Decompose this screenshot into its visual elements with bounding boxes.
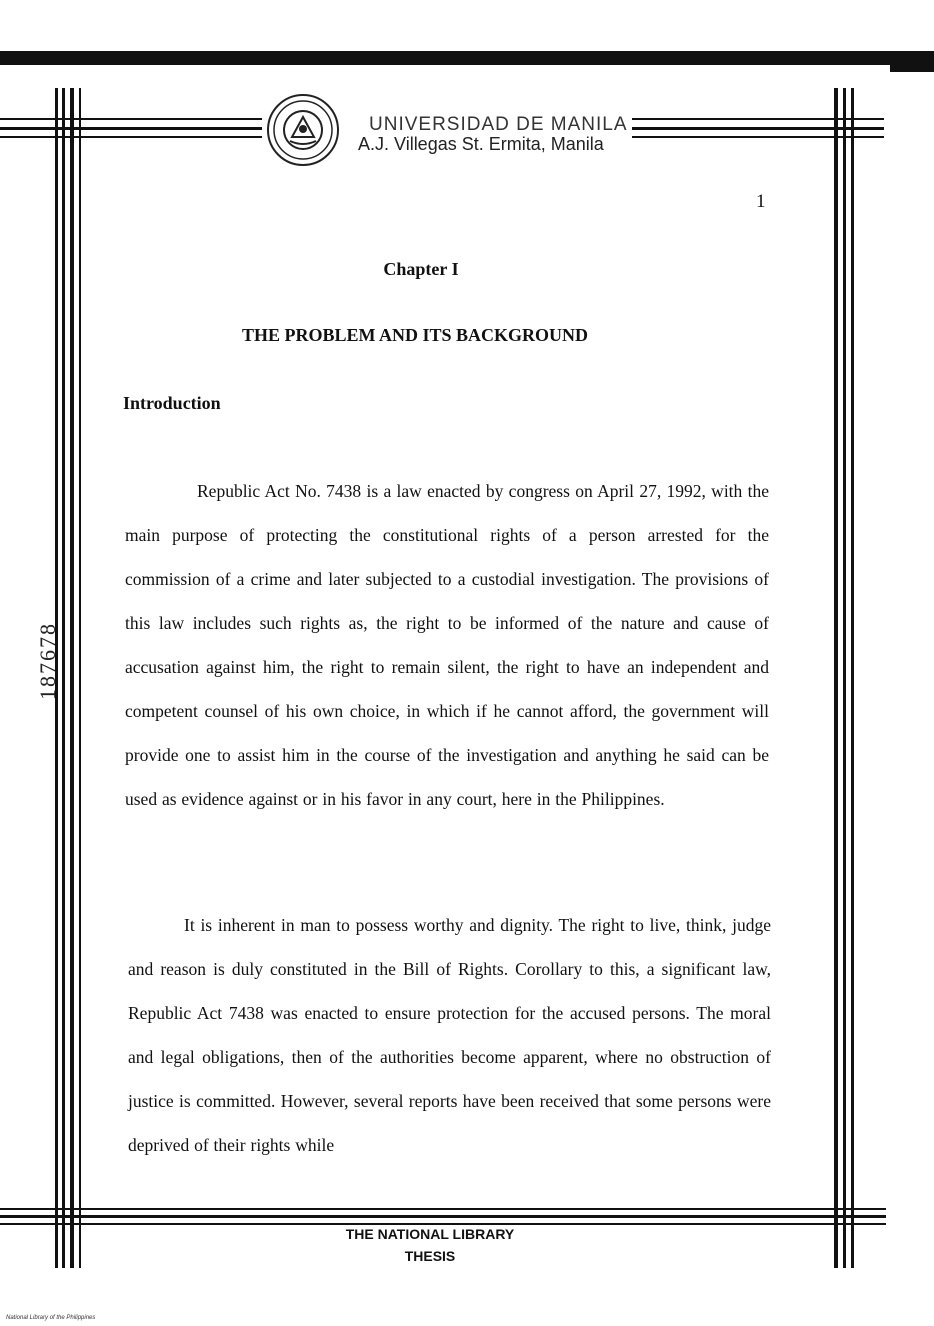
border-top-line: [0, 136, 262, 138]
border-right-line: [851, 88, 854, 1268]
border-bottom-line: [0, 1208, 886, 1210]
chapter-heading: Chapter I: [383, 259, 459, 279]
university-address: A.J. Villegas St. Ermita, Manila: [358, 134, 604, 154]
border-bottom-line: [0, 1215, 886, 1218]
border-top-line: [0, 127, 262, 130]
chapter-title: THE PROBLEM AND ITS BACKGROUND: [241, 325, 589, 345]
body-paragraph: [125, 469, 769, 821]
border-top-line: [0, 118, 262, 120]
body-paragraph: [128, 903, 771, 1167]
border-right-line: [843, 88, 846, 1268]
paragraph-text: Republic Act No. 7438 is a law enacted by congress on April 27, 1992, with the main purpose of protecting the constitutional rights of a person arrested for the commission of a crime and later subjected to a custodial investigation. The provisions of this law includes such rights as, the right to be informed of the nature and cause of accusation against him, the right to remain silent, the right to have an independent and competent counsel of his own choice, in which if he cannot afford, the government will provide one to assist him in the course of the investigation and anything he said can be used as evidence against or in his favor in any court, here in the Philippines.: [125, 481, 769, 809]
section-heading: Introduction: [123, 393, 221, 413]
border-top-line: [632, 136, 884, 138]
university-seal-icon: [266, 93, 340, 167]
university-name: UNIVERSIDAD DE MANILA: [369, 114, 628, 135]
paragraph-text: It is inherent in man to possess worthy and dignity. The right to live, think, judge and reason is duly constituted in the Bill of Rights. Corollary to this, a significant law, Republic Act 7438 was enacted to ensure protection for the accused persons. The moral and legal obligations, then of the authorities become apparent, where no obstruction of justice is committed. However, several reports have been received that some persons were deprived of their rights while: [128, 915, 771, 1155]
border-top-line: [632, 118, 884, 120]
page-number: 1: [756, 191, 766, 212]
scan-source-note: National Library of the Philippines: [6, 1315, 96, 1321]
border-bottom-line: [0, 1223, 886, 1225]
footer-thesis-stamp: THESIS: [404, 1248, 456, 1264]
scan-top-bar-end: [890, 58, 934, 72]
handwritten-accession-number: 187678: [35, 622, 60, 700]
footer-library-stamp: THE NATIONAL LIBRARY: [345, 1226, 515, 1242]
scan-top-bar: [0, 51, 934, 65]
border-top-line: [632, 127, 884, 130]
